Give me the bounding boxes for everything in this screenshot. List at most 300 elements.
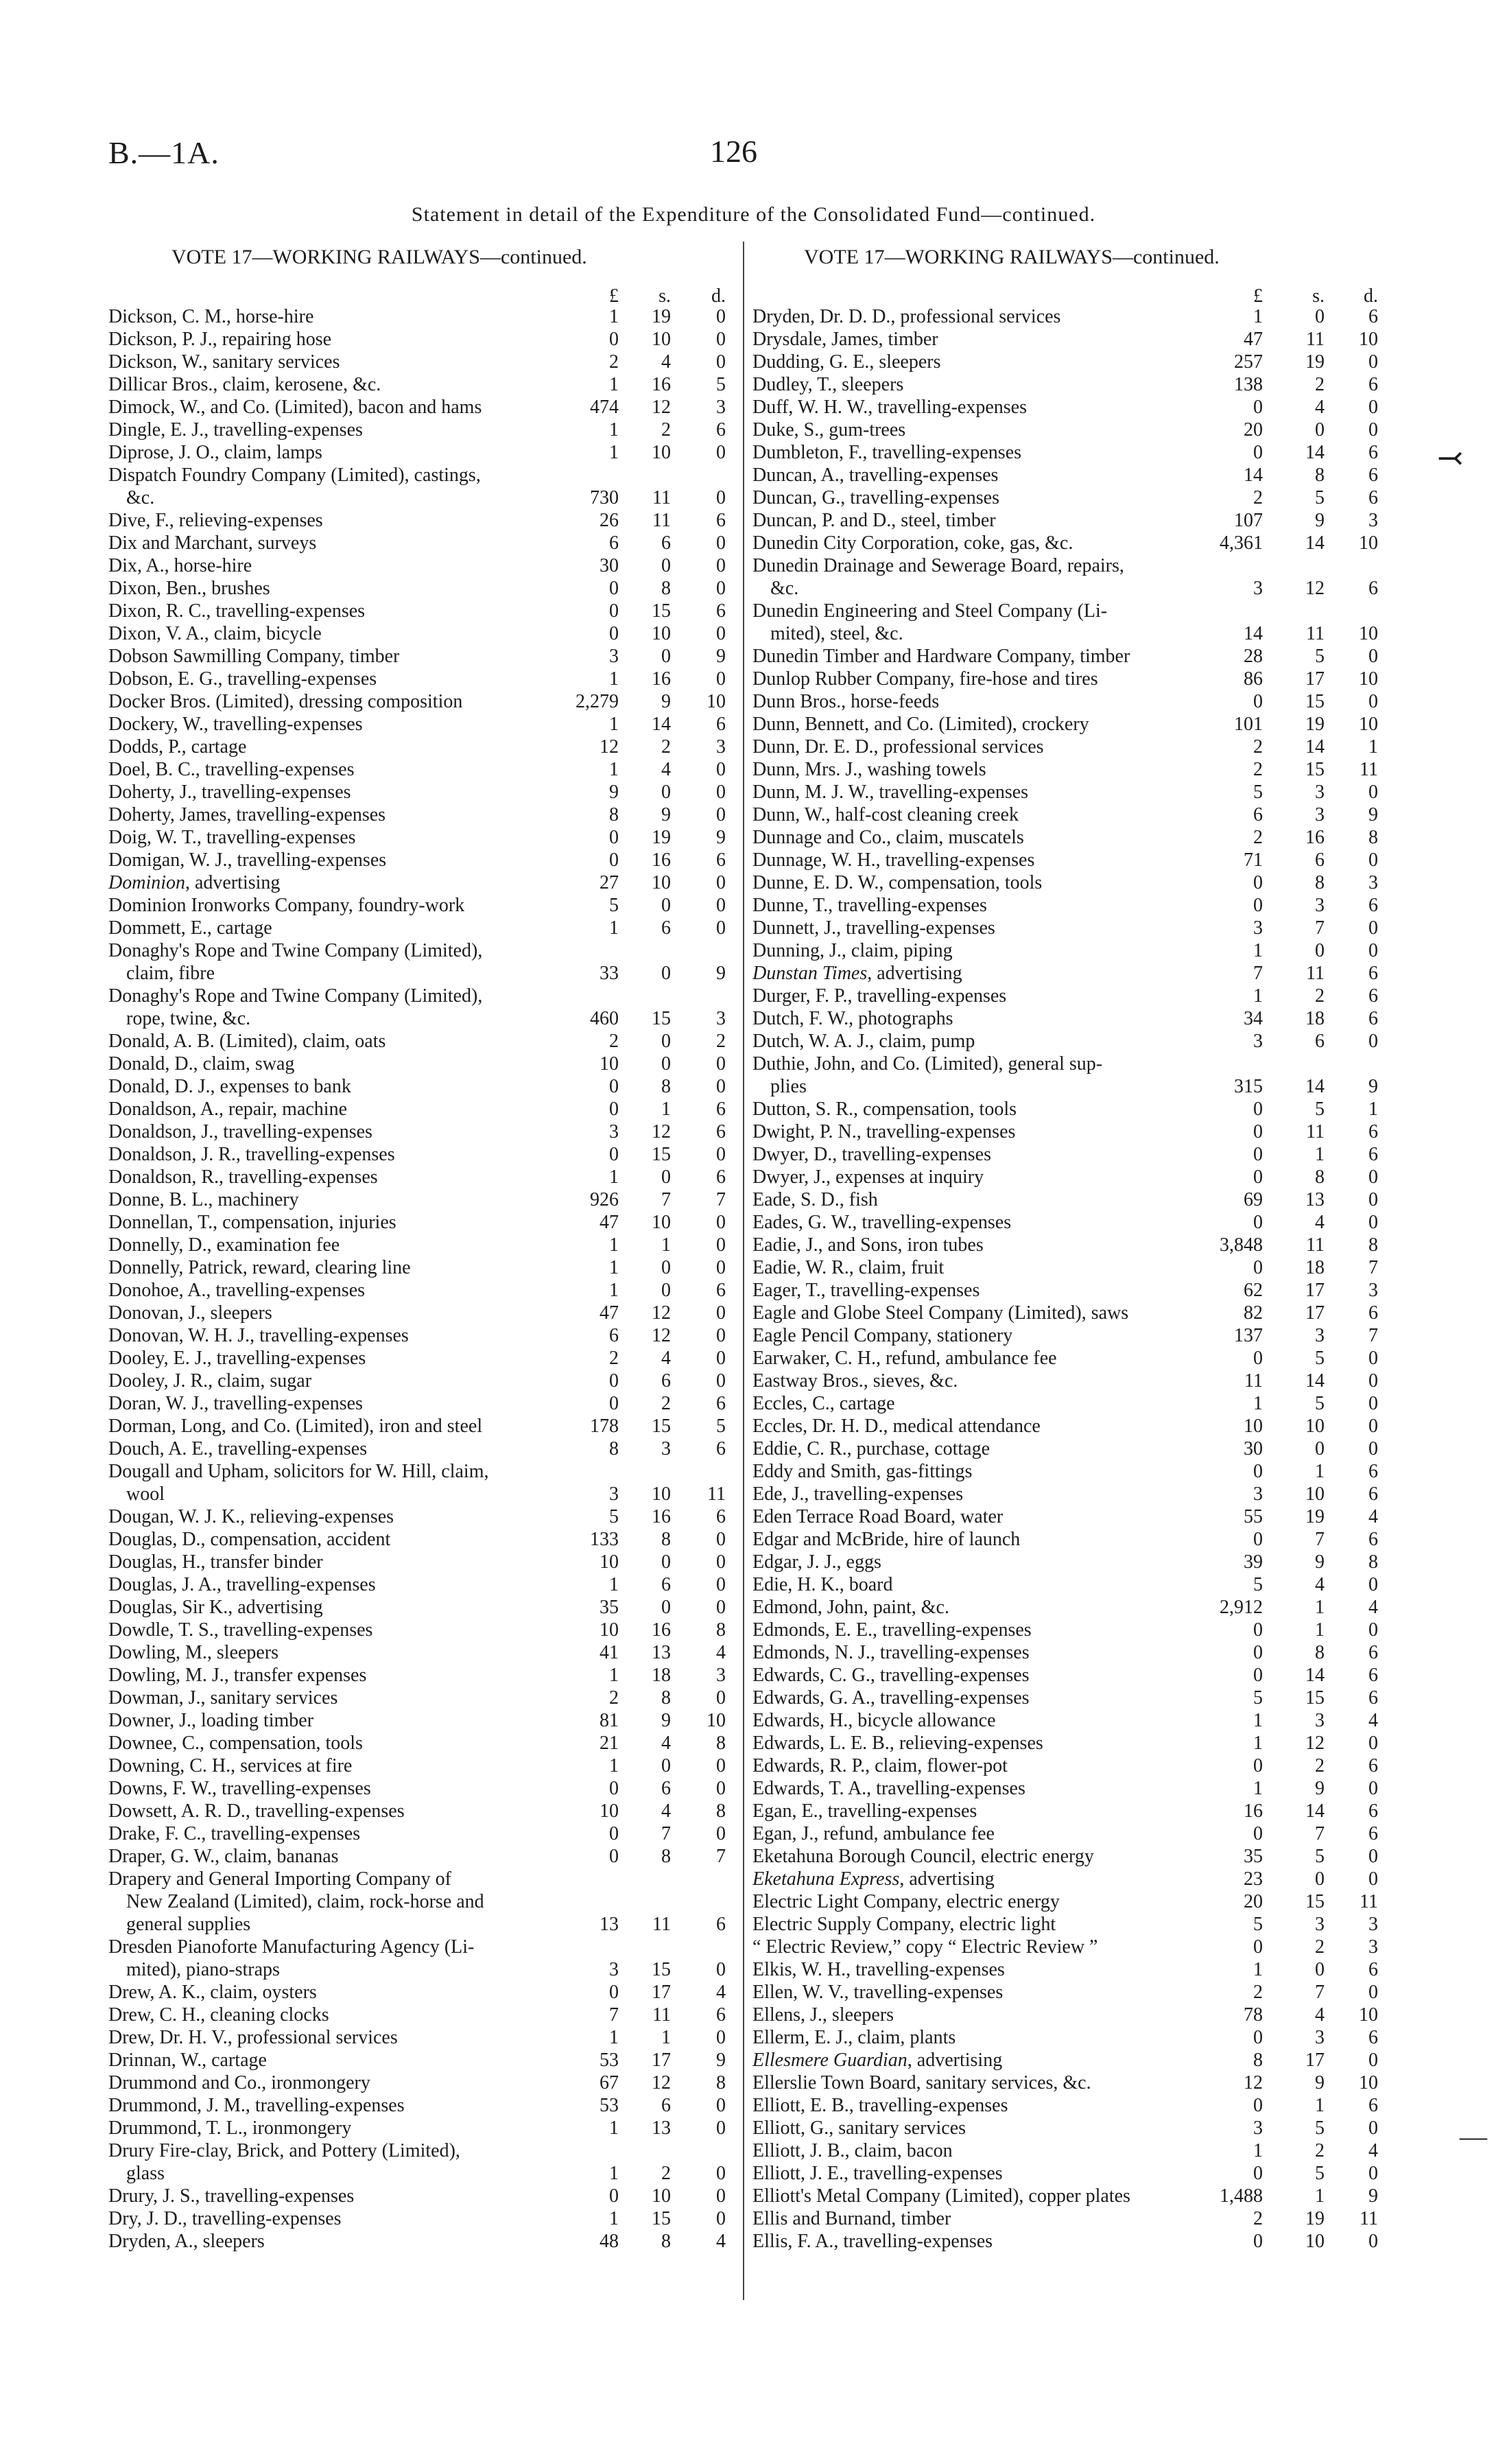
amount-pence: 8 (1368, 1234, 1378, 1256)
amount-shillings: 4 (661, 759, 671, 780)
amount-pence: 0 (716, 1234, 726, 1256)
entry-description: Donald, D., claim, swag (108, 1053, 295, 1075)
amount-pence: 0 (1368, 1348, 1378, 1369)
entry-description: Dunn, W., half-cost cleaning creek (752, 804, 1019, 825)
amount-shillings: 8 (1315, 1166, 1325, 1188)
amount-pounds: 1 (1253, 2140, 1263, 2161)
entry-description: Dunnett, J., travelling-expenses (752, 917, 995, 939)
amount-pence: 11 (1360, 2208, 1378, 2229)
entry-description: Dougall and Upham, solicitors for W. Hill, claim, (108, 1461, 489, 1482)
amount-shillings: 15 (652, 1144, 671, 1165)
amount-shillings: 1 (1315, 1619, 1325, 1641)
amount-pounds: 2 (609, 1348, 619, 1369)
amount-pounds: 35 (1244, 1846, 1263, 1867)
entry-description: rope, twine, &c. (126, 1008, 251, 1029)
entry-description: Dunn, Bennett, and Co. (Limited), crockery (752, 714, 1089, 735)
entry-description: Duncan, P. and D., steel, timber (752, 510, 996, 531)
entry-description: Edwards, C. G., travelling-expenses (752, 1665, 1030, 1686)
amount-shillings: 5 (1315, 2117, 1325, 2139)
amount-shillings: 1 (1315, 1461, 1325, 1482)
amount-pence: 0 (1368, 1212, 1378, 1233)
amount-pence: 6 (1368, 1008, 1378, 1029)
entry-description: Dooley, J. R., claim, sugar (108, 1370, 312, 1392)
currency-header-s: s. (1312, 285, 1325, 307)
entry-description: Edmonds, E. E., travelling-expenses (752, 1619, 1032, 1641)
amount-shillings: 2 (661, 1393, 671, 1414)
amount-shillings: 5 (1315, 1846, 1325, 1867)
amount-pounds: 14 (1244, 623, 1263, 644)
entry-description: Dunn, M. J. W., travelling-expenses (752, 782, 1029, 803)
amount-pence: 0 (1368, 1416, 1378, 1437)
amount-shillings: 10 (652, 872, 671, 893)
amount-pounds: 1 (609, 442, 619, 463)
amount-pounds: 47 (600, 1212, 619, 1233)
amount-pounds: 30 (600, 555, 619, 576)
entry-description: Dimock, W., and Co. (Limited), bacon and hams (108, 397, 482, 418)
entry-description: Dougan, W. J. K., relieving-expenses (108, 1506, 394, 1527)
entry-description: Dobson Sawmilling Company, timber (108, 646, 400, 667)
amount-pence: 0 (1368, 917, 1378, 939)
amount-shillings: 17 (652, 2050, 671, 2071)
amount-shillings: 9 (1315, 510, 1325, 531)
amount-pence: 0 (716, 351, 726, 373)
amount-pounds: 78 (1244, 2004, 1263, 2026)
amount-pence: 6 (716, 849, 726, 871)
amount-pounds: 2,912 (1220, 1597, 1263, 1618)
amount-pounds: 10 (600, 1800, 619, 1822)
amount-shillings: 1 (661, 1099, 671, 1120)
amount-shillings: 0 (661, 1031, 671, 1052)
entry-description: Ellis, F. A., travelling-expenses (752, 2231, 993, 2252)
amount-pence: 11 (1360, 1891, 1378, 1912)
amount-pence: 0 (1368, 1778, 1378, 1799)
amount-pounds: 1 (609, 759, 619, 780)
amount-shillings: 7 (661, 1189, 671, 1210)
amount-pounds: 460 (590, 1008, 619, 1029)
entry-description: Dooley, E. J., travelling-expenses (108, 1348, 366, 1369)
amount-shillings: 17 (1305, 2050, 1325, 2071)
amount-pounds: 35 (600, 1597, 619, 1618)
amount-shillings: 9 (661, 1710, 671, 1731)
entry-description: Electric Light Company, electric energy (752, 1891, 1060, 1912)
amount-pounds: 1 (609, 2117, 619, 2139)
amount-pence: 4 (716, 2231, 726, 2252)
entry-description: Dowdle, T. S., travelling-expenses (108, 1619, 373, 1641)
amount-pounds: 0 (1253, 1144, 1263, 1165)
amount-shillings: 2 (661, 736, 671, 758)
amount-pence: 9 (716, 827, 726, 848)
entry-description: Draper, G. W., claim, bananas (108, 1846, 339, 1867)
amount-shillings: 11 (652, 510, 671, 531)
amount-pence: 6 (716, 1280, 726, 1301)
entry-description: Dresden Pianoforte Manufacturing Agency (Li- (108, 1936, 475, 1958)
amount-pounds: 137 (1234, 1325, 1263, 1346)
entry-description: Ellis and Burnand, timber (752, 2208, 951, 2229)
entry-description: Dixon, R. C., travelling-expenses (108, 600, 366, 622)
document-reference: B.—1A. (108, 135, 219, 170)
amount-shillings: 3 (1315, 1914, 1325, 1935)
entry-description: Edwards, R. P., claim, flower-pot (752, 1755, 1008, 1776)
entry-description: Dommett, E., cartage (108, 917, 272, 939)
amount-shillings: 0 (1315, 1438, 1325, 1459)
amount-shillings: 17 (652, 1982, 671, 2003)
amount-shillings: 12 (1305, 1733, 1325, 1754)
entry-description: Eastway Bros., sieves, &c. (752, 1370, 958, 1392)
amount-pence: 0 (716, 782, 726, 803)
amount-shillings: 7 (1315, 1529, 1325, 1550)
amount-shillings: 6 (661, 1778, 671, 1799)
entry-description: Donnelly, Patrick, reward, clearing line (108, 1257, 411, 1278)
amount-pence: 10 (1359, 2072, 1378, 2093)
entry-description: Dryden, A., sleepers (108, 2231, 265, 2252)
entry-description: Elliott, J. B., claim, bacon (752, 2140, 953, 2161)
amount-pounds: 1 (609, 917, 619, 939)
entry-description: Drummond and Co., ironmongery (108, 2072, 370, 2093)
amount-pence: 6 (1368, 1461, 1378, 1482)
amount-pounds: 55 (1244, 1506, 1263, 1527)
entry-description: Drummond, T. L., ironmongery (108, 2117, 352, 2139)
amount-shillings: 11 (1306, 623, 1325, 644)
amount-pounds: 7 (609, 2004, 619, 2026)
entry-description: Donaldson, J. R., travelling-expenses (108, 1144, 395, 1165)
amount-pounds: 27 (600, 872, 619, 893)
amount-shillings: 8 (661, 578, 671, 599)
amount-pounds: 3 (1253, 2117, 1263, 2139)
amount-pence: 6 (1368, 1121, 1378, 1142)
amount-pence: 6 (1368, 2027, 1378, 2048)
entry-description: Eden Terrace Road Board, water (752, 1506, 1004, 1527)
entry-description: Edgar, J. J., eggs (752, 1551, 881, 1573)
amount-pounds: 1 (609, 1166, 619, 1188)
amount-shillings: 18 (1305, 1008, 1325, 1029)
amount-pence: 0 (1368, 940, 1378, 961)
amount-shillings: 4 (661, 351, 671, 373)
amount-shillings: 5 (1315, 1099, 1325, 1120)
entry-description: Duthie, John, and Co. (Limited), general sup- (752, 1053, 1103, 1075)
entry-description: Duncan, A., travelling-expenses (752, 465, 999, 486)
amount-pence: 3 (716, 397, 726, 418)
entry-description: Drake, F. C., travelling-expenses (108, 1823, 361, 1844)
amount-pounds: 0 (1253, 2231, 1263, 2252)
entry-description: glass (126, 2163, 165, 2184)
amount-pence: 0 (1368, 1166, 1378, 1188)
amount-pounds: 3 (609, 646, 619, 667)
amount-pounds: 1 (609, 1755, 619, 1776)
amount-pounds: 1 (1253, 940, 1263, 961)
amount-pounds: 67 (600, 2072, 619, 2093)
amount-shillings: 4 (1315, 397, 1325, 418)
amount-shillings: 1 (661, 1234, 671, 1256)
amount-pounds: 730 (590, 487, 619, 508)
amount-pence: 10 (1359, 623, 1378, 644)
entry-description: Edwards, G. A., travelling-expenses (752, 1687, 1030, 1709)
amount-pence: 6 (1368, 1665, 1378, 1686)
entry-description: Eagle Pencil Company, stationery (752, 1325, 1013, 1346)
amount-shillings: 6 (661, 2095, 671, 2116)
amount-pence: 6 (1368, 465, 1378, 486)
entry-description: Dunnage, W. H., travelling-expenses (752, 849, 1035, 871)
entry-description: Dominion, advertising (108, 872, 281, 893)
amount-pence: 9 (1368, 1076, 1378, 1097)
amount-pounds: 0 (1253, 872, 1263, 893)
amount-shillings: 4 (661, 1733, 671, 1754)
amount-pence: 6 (1368, 963, 1378, 984)
entry-description: Dominion Ironworks Company, foundry-work (108, 895, 465, 916)
entry-description: plies (770, 1076, 807, 1097)
amount-pence: 0 (1368, 1868, 1378, 1890)
entry-description: wool (126, 1483, 165, 1505)
amount-pence: 7 (716, 1846, 726, 1867)
amount-shillings: 16 (1305, 827, 1325, 848)
currency-header-d: d. (711, 285, 726, 307)
amount-shillings: 10 (652, 2185, 671, 2207)
amount-pence: 6 (1368, 1959, 1378, 1980)
amount-shillings: 0 (1315, 1959, 1325, 1980)
amount-shillings: 1 (1315, 2095, 1325, 2116)
entry-description: Ellens, J., sleepers (752, 2004, 894, 2026)
amount-shillings: 11 (1306, 1234, 1325, 1256)
amount-pence: 0 (1368, 2163, 1378, 2184)
amount-pence: 1 (1368, 736, 1378, 758)
amount-pence: 8 (716, 1800, 726, 1822)
amount-pounds: 2 (1253, 1982, 1263, 2003)
amount-pence: 9 (1368, 2185, 1378, 2207)
amount-pence: 6 (1368, 985, 1378, 1007)
entry-description: Douglas, H., transfer binder (108, 1551, 323, 1573)
amount-pence: 8 (1368, 827, 1378, 848)
amount-pounds: 33 (600, 963, 619, 984)
entry-description: Ellen, W. V., travelling-expenses (752, 1982, 1004, 2003)
amount-shillings: 19 (1305, 2208, 1325, 2229)
amount-pounds: 3 (609, 1959, 619, 1980)
amount-shillings: 7 (661, 1823, 671, 1844)
amount-shillings: 8 (661, 2231, 671, 2252)
amount-pounds: 20 (1244, 419, 1263, 441)
left-vote-heading: VOTE 17—WORKING RAILWAYS—continued. (171, 246, 587, 268)
amount-pence: 8 (1368, 1551, 1378, 1573)
amount-shillings: 13 (1305, 1189, 1325, 1210)
amount-shillings: 14 (1305, 442, 1325, 463)
amount-pounds: 16 (1244, 1800, 1263, 1822)
amount-pounds: 133 (590, 1529, 619, 1550)
amount-shillings: 6 (1315, 849, 1325, 871)
entry-description: Dickson, W., sanitary services (108, 351, 340, 373)
amount-pounds: 2,279 (575, 691, 619, 712)
amount-pounds: 0 (1253, 1461, 1263, 1482)
entry-description: Doel, B. C., travelling-expenses (108, 759, 355, 780)
amount-shillings: 2 (1315, 1755, 1325, 1776)
amount-pounds: 12 (600, 736, 619, 758)
entry-description: Duff, W. H. W., travelling-expenses (752, 397, 1027, 418)
amount-pounds: 1 (609, 1665, 619, 1686)
amount-pence: 6 (716, 1438, 726, 1459)
amount-pence: 0 (716, 668, 726, 690)
entry-description: Douglas, D., compensation, accident (108, 1529, 391, 1550)
entry-description: Dunedin Timber and Hardware Company, timber (752, 646, 1130, 667)
amount-shillings: 9 (1315, 2072, 1325, 2093)
currency-header-l: £ (609, 285, 619, 307)
amount-pence: 0 (1368, 2117, 1378, 2139)
amount-shillings: 6 (661, 917, 671, 939)
entry-description: Eade, S. D., fish (752, 1189, 878, 1210)
amount-pence: 0 (716, 1348, 726, 1369)
amount-pounds: 0 (1253, 1665, 1263, 1686)
amount-shillings: 6 (1315, 1031, 1325, 1052)
amount-pence: 6 (716, 419, 726, 441)
amount-pounds: 0 (609, 2185, 619, 2207)
amount-pence: 7 (1368, 1325, 1378, 1346)
entry-description: Egan, J., refund, ambulance fee (752, 1823, 995, 1844)
amount-shillings: 0 (661, 555, 671, 576)
amount-shillings: 8 (661, 1076, 671, 1097)
amount-pounds: 21 (600, 1733, 619, 1754)
entry-description: Dry, J. D., travelling-expenses (108, 2208, 342, 2229)
entry-description: Douch, A. E., travelling-expenses (108, 1438, 368, 1459)
amount-pence: 0 (1368, 691, 1378, 712)
amount-shillings: 9 (1315, 1778, 1325, 1799)
amount-pounds: 1 (1253, 1778, 1263, 1799)
amount-pence: 6 (716, 1166, 726, 1188)
entry-description: Edie, H. K., board (752, 1574, 893, 1595)
amount-shillings: 19 (652, 306, 671, 327)
amount-shillings: 19 (1305, 351, 1325, 373)
amount-shillings: 15 (1305, 1891, 1325, 1912)
entry-description: Drapery and General Importing Company of (108, 1868, 451, 1890)
amount-pounds: 101 (1234, 714, 1263, 735)
entry-description: Drew, A. K., claim, oysters (108, 1982, 317, 2003)
amount-shillings: 0 (1315, 419, 1325, 441)
amount-pounds: 3 (609, 1483, 619, 1505)
entry-description: &c. (770, 578, 799, 599)
amount-pence: 7 (716, 1189, 726, 1210)
entry-description: Domigan, W. J., travelling-expenses (108, 849, 387, 871)
amount-pence: 6 (1368, 306, 1378, 327)
amount-pence: 0 (716, 1778, 726, 1799)
amount-shillings: 3 (661, 1438, 671, 1459)
amount-pence: 5 (716, 1416, 726, 1437)
amount-pounds: 0 (1253, 1823, 1263, 1844)
amount-pence: 0 (1368, 1846, 1378, 1867)
amount-pence: 10 (707, 691, 726, 712)
amount-pence: 0 (1368, 351, 1378, 373)
amount-pence: 0 (716, 2163, 726, 2184)
amount-pounds: 1,488 (1220, 2185, 1263, 2207)
amount-pounds: 1 (609, 1257, 619, 1278)
amount-pounds: 0 (1253, 1642, 1263, 1663)
amount-pounds: 0 (1253, 691, 1263, 712)
amount-shillings: 6 (661, 532, 671, 554)
amount-pounds: 69 (1244, 1189, 1263, 1210)
entry-description: Douglas, J. A., travelling-expenses (108, 1574, 376, 1595)
amount-pounds: 28 (1244, 646, 1263, 667)
amount-shillings: 15 (1305, 759, 1325, 780)
amount-pounds: 1 (609, 2027, 619, 2048)
amount-pounds: 53 (600, 2095, 619, 2116)
amount-pounds: 8 (609, 804, 619, 825)
entry-description: Dispatch Foundry Company (Limited), castings, (108, 465, 481, 486)
amount-pounds: 10 (600, 1551, 619, 1573)
amount-shillings: 17 (1305, 1280, 1325, 1301)
entry-description: Downer, J., loading timber (108, 1710, 314, 1731)
amount-pence: 7 (1368, 1257, 1378, 1278)
amount-pounds: 48 (600, 2231, 619, 2252)
amount-pounds: 0 (1253, 1121, 1263, 1142)
amount-shillings: 0 (661, 782, 671, 803)
amount-pounds: 6 (609, 532, 619, 554)
amount-pounds: 6 (1253, 804, 1263, 825)
entry-description: mited), piano-straps (126, 1959, 280, 1980)
amount-pence: 6 (716, 714, 726, 735)
entry-description: Edgar and McBride, hire of launch (752, 1529, 1021, 1550)
amount-shillings: 12 (652, 2072, 671, 2093)
entry-description: Donnelly, D., examination fee (108, 1234, 340, 1256)
amount-shillings: 17 (1305, 1302, 1325, 1324)
amount-pounds: 0 (609, 1393, 619, 1414)
amount-pounds: 1 (609, 1234, 619, 1256)
amount-pence: 0 (1368, 646, 1378, 667)
entry-description: Donaldson, A., repair, machine (108, 1099, 348, 1120)
entry-description: Eades, G. W., travelling-expenses (752, 1212, 1012, 1233)
amount-shillings: 15 (652, 1416, 671, 1437)
entry-description: Dobson, E. G., travelling-expenses (108, 668, 377, 690)
amount-shillings: 10 (1305, 2231, 1325, 2252)
amount-pence: 3 (1368, 510, 1378, 531)
entry-description: Elliott, J. E., travelling-expenses (752, 2163, 1003, 2184)
entry-description: Donne, B. L., machinery (108, 1189, 299, 1210)
amount-shillings: 16 (652, 374, 671, 395)
entry-description: Dunedin City Corporation, coke, gas, &c. (752, 532, 1073, 554)
entry-description: Eketahuna Borough Council, electric energy (752, 1846, 1094, 1867)
amount-shillings: 14 (1305, 736, 1325, 758)
amount-shillings: 1 (661, 2027, 671, 2048)
amount-pounds: 10 (1244, 1416, 1263, 1437)
amount-shillings: 8 (661, 1529, 671, 1550)
entry-description: Dixon, Ben., brushes (108, 578, 270, 599)
entry-description: New Zealand (Limited), claim, rock-horse and (126, 1891, 484, 1912)
amount-shillings: 10 (652, 623, 671, 644)
amount-shillings: 0 (661, 1755, 671, 1776)
amount-pence: 0 (1368, 1619, 1378, 1641)
amount-shillings: 0 (661, 895, 671, 916)
amount-shillings: 9 (1315, 1551, 1325, 1573)
amount-pence: 0 (716, 1144, 726, 1165)
margin-mark: ⤙ (1437, 441, 1464, 476)
amount-shillings: 12 (652, 397, 671, 418)
amount-pence: 0 (716, 1959, 726, 1980)
amount-pence: 4 (1368, 1506, 1378, 1527)
entry-description: Durger, F. P., travelling-expenses (752, 985, 1007, 1007)
amount-shillings: 17 (1305, 668, 1325, 690)
amount-pence: 0 (716, 1755, 726, 1776)
entry-description: Dingle, E. J., travelling-expenses (108, 419, 363, 441)
amount-shillings: 0 (1315, 940, 1325, 961)
amount-pence: 10 (1359, 668, 1378, 690)
statement-title: Statement in detail of the Expenditure of the Consolidated Fund—continued. (411, 203, 1096, 226)
amount-shillings: 2 (1315, 1936, 1325, 1958)
amount-shillings: 3 (1315, 782, 1325, 803)
amount-shillings: 2 (661, 419, 671, 441)
amount-pence: 0 (1368, 2050, 1378, 2071)
amount-pence: 0 (1368, 1438, 1378, 1459)
amount-pence: 0 (716, 759, 726, 780)
entry-description: Dunning, J., claim, piping (752, 940, 953, 961)
amount-shillings: 10 (652, 329, 671, 350)
amount-pounds: 0 (609, 329, 619, 350)
amount-shillings: 6 (661, 1574, 671, 1595)
entry-description: Doherty, J., travelling-expenses (108, 782, 351, 803)
entry-description: Dowling, M., sleepers (108, 1642, 279, 1663)
amount-shillings: 16 (652, 1506, 671, 1527)
